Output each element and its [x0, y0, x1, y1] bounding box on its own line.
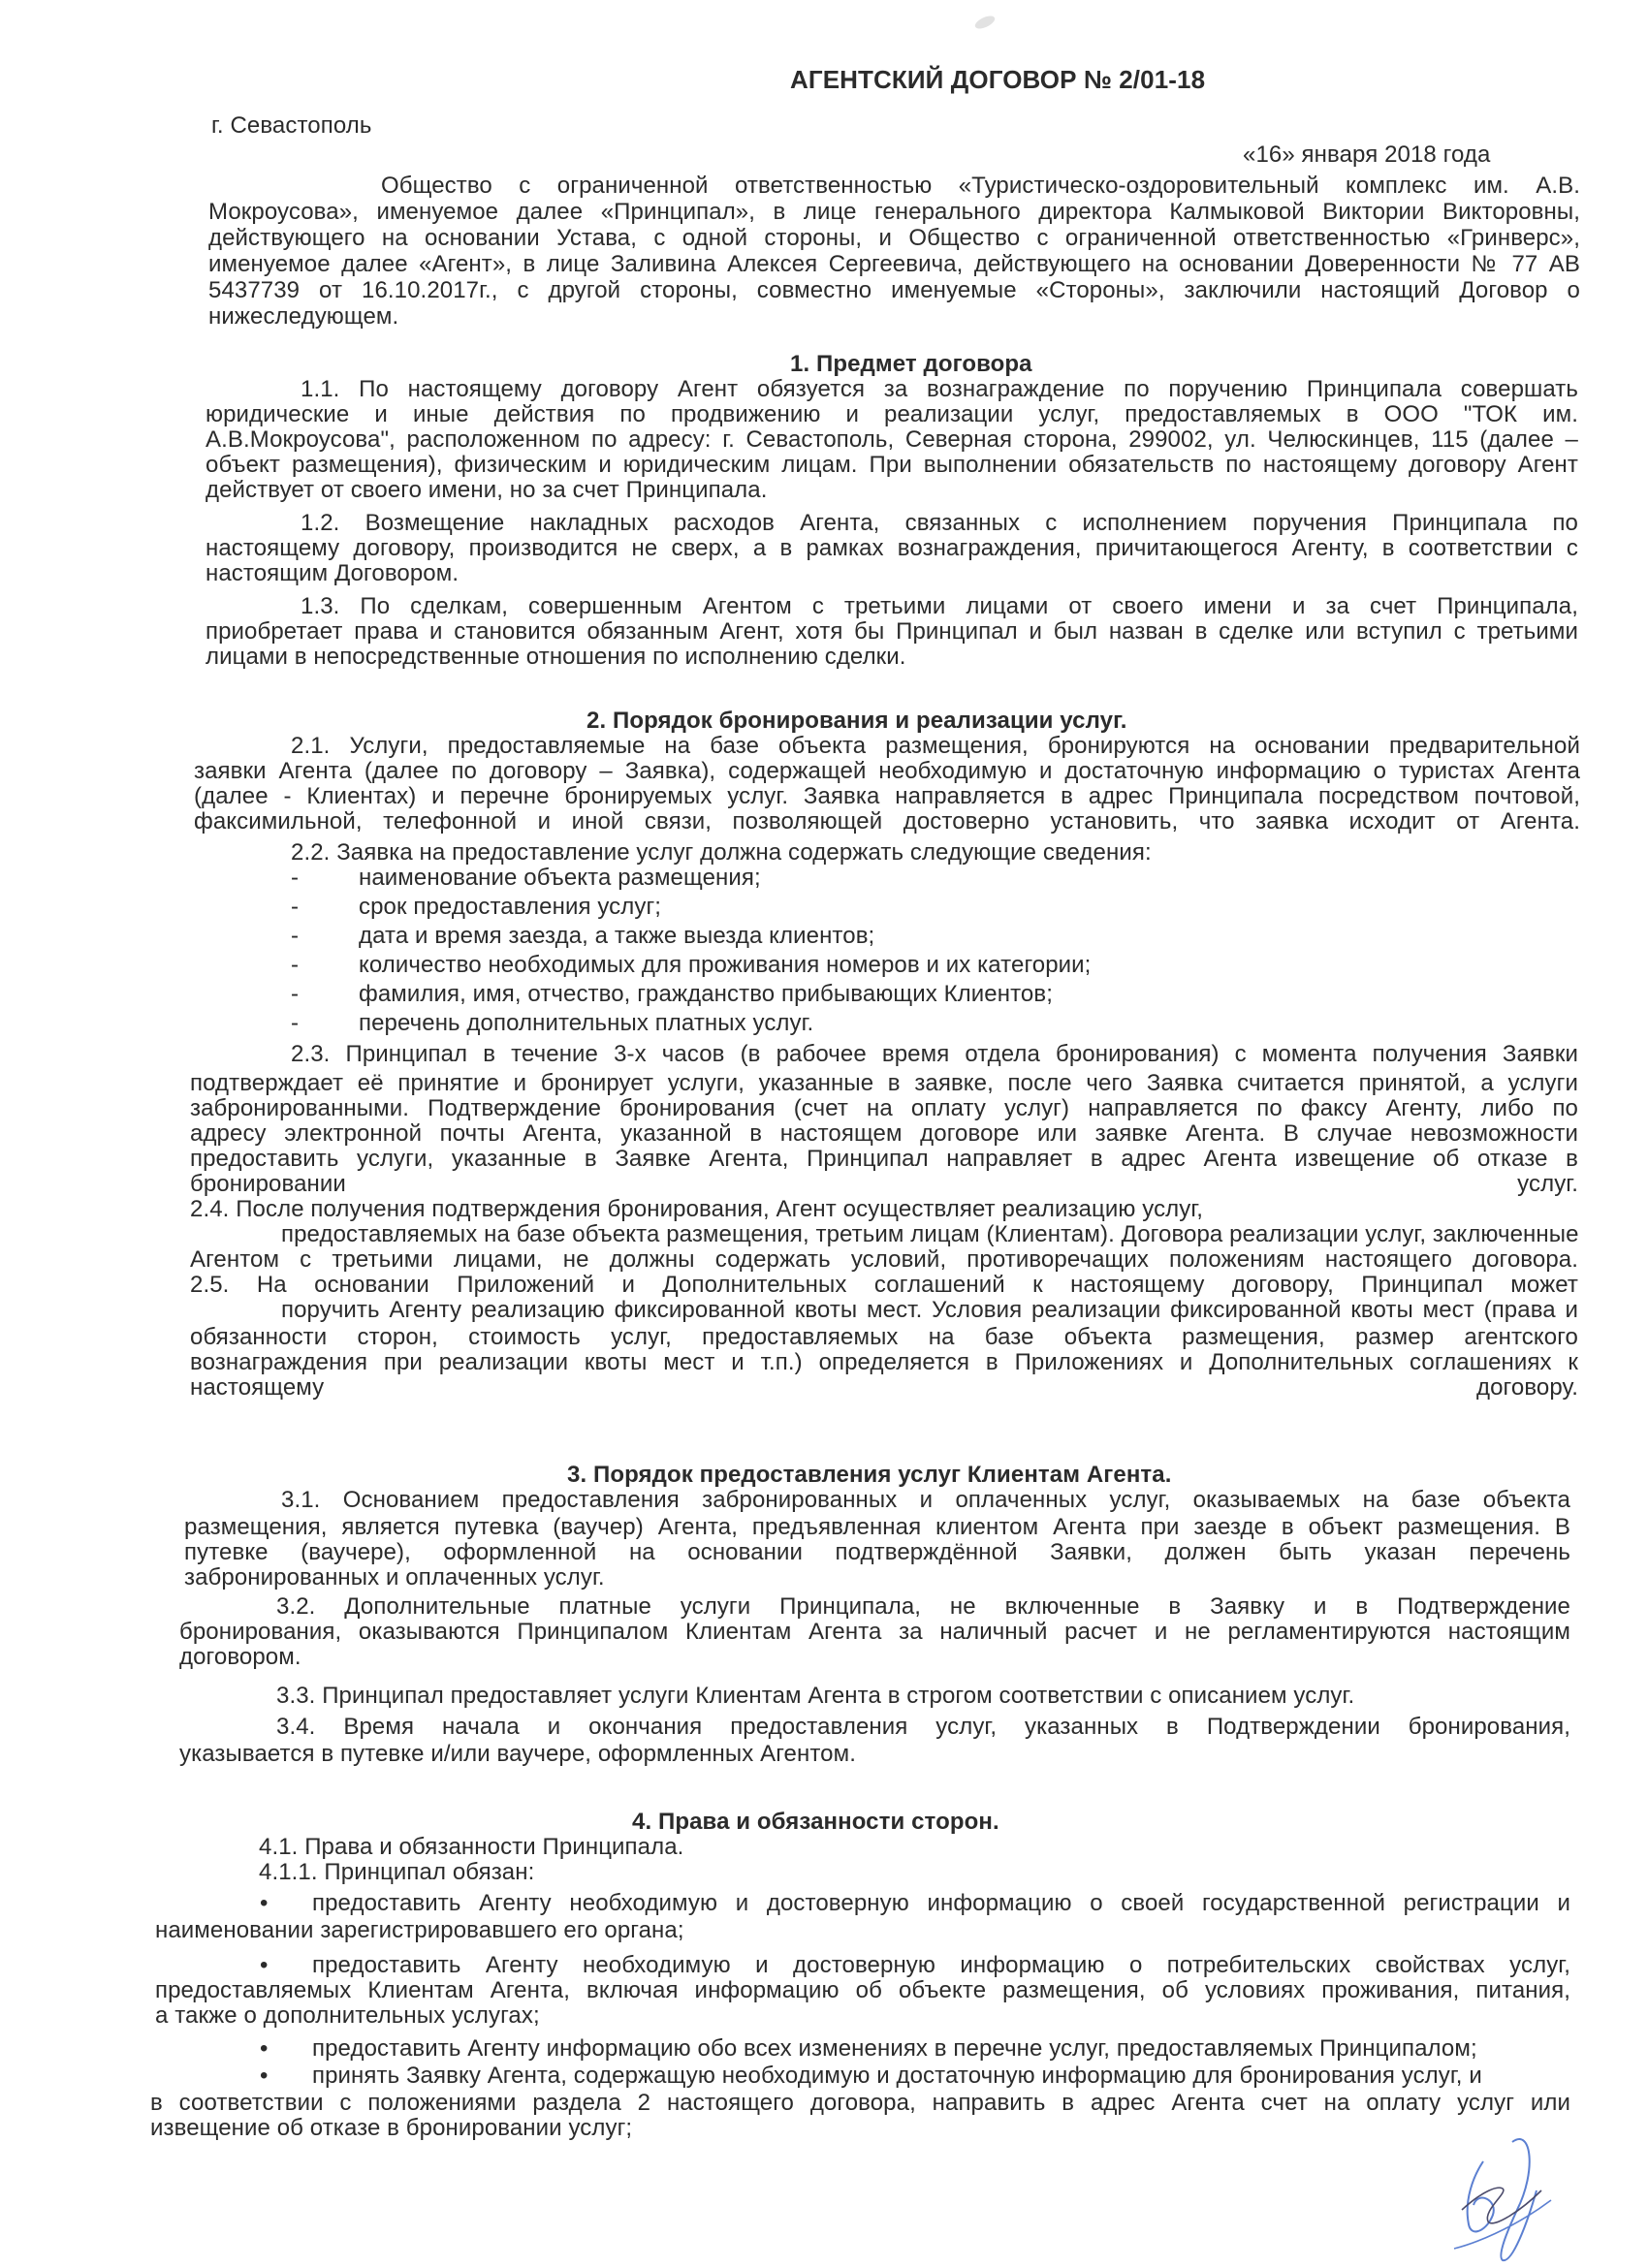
- section-line: 3.4. Время начала и окончания предоставления услуг, указанных в Подтверждении бронирования,: [276, 1714, 1570, 1740]
- section-line: 2.1. Услуги, предоставляемые на базе объекта размещения, бронируются на основании предварительной: [291, 733, 1580, 759]
- scan-speck: [973, 14, 997, 31]
- preamble-line: именуемое далее «Агент», в лице Заливина Алексея Сергеевича, действующего на основании Доверенности № 77 АВ: [208, 251, 1580, 277]
- section-line: а также о дополнительных услугах;: [155, 2002, 540, 2029]
- section-line: предоставляемых на базе объекта размещения, третьим лицам (Клиентам). Договора реализации услуг, заключенные: [281, 1221, 1579, 1247]
- bullet-icon: •: [260, 2035, 269, 2062]
- section-line: 1.2. Возмещение накладных расходов Агента, связанных с исполнением поручения Принципала по: [301, 510, 1578, 536]
- section-line: юридические и иные действия по продвижению и реализации услуг, предоставляемых в ООО "ТОК им.: [206, 401, 1578, 427]
- list-item: предоставить Агенту информацию обо всех изменениях в перечне услуг, предоставляемых Принципалом;: [312, 2035, 1477, 2062]
- contract-date: «16» января 2018 года: [1243, 142, 1491, 168]
- dash-bullet: -: [291, 981, 300, 1007]
- list-item: фамилия, имя, отчество, гражданство прибывающих Клиентов;: [359, 981, 1053, 1007]
- preamble-line: Общество с ограниченной ответственностью «Туристическо-оздоровительный комплекс им. А.В.: [381, 173, 1580, 199]
- section-line: поручить Агенту реализацию фиксированной квоты мест. Условия реализации фиксированной квоты мест (права и: [281, 1297, 1578, 1323]
- section-line: забронированными. Подтверждение бронирования (счет на оплату услуг) направляется по факсу Агенту, либо по: [190, 1095, 1578, 1121]
- section-line: заявки Агента (далее по договору – Заявка), содержащей необходимую и достаточную информацию о туристах Агента: [194, 758, 1580, 784]
- section-line: 4.1.1. Принципал обязан:: [259, 1859, 535, 1885]
- preamble-line: 5437739 от 16.10.2017г., с другой стороны, совместно именуемые «Стороны», заключили настоящий Договор о: [208, 277, 1580, 303]
- section-line: 2.3. Принципал в течение 3-х часов (в рабочее время отдела бронирования) с момента получения Заявки: [291, 1041, 1578, 1067]
- section-line: 2.2. Заявка на предоставление услуг должна содержать следующие сведения:: [291, 839, 1152, 866]
- bullet-icon: •: [260, 1952, 269, 1978]
- section-line: настоящим Договором.: [206, 560, 460, 586]
- section-line: факсимильной, телефонной и иной связи, позволяющей достоверно установить, что заявка исходит от Агента.: [194, 808, 1580, 835]
- dash-bullet: -: [291, 1010, 300, 1036]
- section-line: предоставить услуги, указанные в Заявке Агента, Принципал направляет в адрес Агента извещение об отказе в: [190, 1146, 1578, 1172]
- dash-bullet: -: [291, 923, 300, 949]
- section-line: А.В.Мокроусова", расположенном по адресу: г. Севастополь, Северная сторона, 299002, ул. Челюскинцев, 115 (далее –: [206, 426, 1578, 453]
- section-heading: 4. Права и обязанности сторон.: [632, 1809, 999, 1835]
- section-heading: 1. Предмет договора: [790, 351, 1032, 377]
- section-line: 1.1. По настоящему договору Агент обязуется за вознаграждение по поручению Принципала совершать: [301, 376, 1578, 402]
- section-line: 3.3. Принципал предоставляет услуги Клиентам Агента в строгом соответствии с описанием услуг.: [276, 1683, 1355, 1709]
- list-item: дата и время заезда, а также выезда клиентов;: [359, 923, 875, 949]
- section-line: настоящему договору.: [190, 1374, 1578, 1401]
- section-line: 3.1. Основанием предоставления забронированных и оплаченных услуг, оказываемых на базе объекта: [281, 1487, 1570, 1513]
- section-line: 4.1. Права и обязанности Принципала.: [259, 1834, 684, 1860]
- list-item: предоставить Агенту необходимую и достоверную информацию о своей государственной регистрации и: [312, 1890, 1570, 1916]
- section-line: размещения, является путевка (ваучер) Агента, предъявленная клиентом Агента при заезде в объект размещения. В: [184, 1514, 1570, 1540]
- section-line: 1.3. По сделкам, совершенным Агентом с третьими лицами от своего имени и за счет Принципала,: [301, 593, 1578, 619]
- section-line: извещение об отказе в бронировании услуг;: [150, 2115, 633, 2141]
- section-line: 3.2. Дополнительные платные услуги Принципала, не включенные в Заявку и в Подтверждение: [276, 1593, 1570, 1620]
- list-item: перечень дополнительных платных услуг.: [359, 1010, 814, 1036]
- section-line: забронированных и оплаченных услуг.: [184, 1564, 605, 1591]
- section-line: в соответствии с положениями раздела 2 настоящего договора, направить в адрес Агента счет на оплату услуг или: [150, 2090, 1570, 2116]
- section-line: бронирования, оказываются Принципалом Клиентам Агента за наличный расчет и не регламентируются настоящим: [179, 1619, 1570, 1645]
- list-item: количество необходимых для проживания номеров и их категории;: [359, 952, 1092, 978]
- city: г. Севастополь: [211, 112, 372, 139]
- section-line: (далее - Клиентах) и перечне бронируемых услуг. Заявка направляется в адрес Принципала посредством почтовой,: [194, 783, 1580, 809]
- section-line: настоящему договору, производится не сверх, а в рамках вознаграждения, причитающегося Агенту, в соответствии с: [206, 535, 1578, 561]
- section-line: вознаграждения при реализации квоты мест и т.п.) определяется в Приложениях и Дополнительных соглашениях к: [190, 1349, 1578, 1375]
- section-line: указывается в путевке и/или ваучере, оформленных Агентом.: [179, 1741, 856, 1767]
- section-line: действует от своего имени, но за счет Принципала.: [206, 477, 768, 503]
- section-line: адресу электронной почты Агента, указанной в настоящем договоре или заявке Агента. В случае невозможности: [190, 1120, 1578, 1147]
- section-line: путевке (ваучере), оформленной на основании подтверждённой Заявки, должен быть указан перечень: [184, 1539, 1570, 1565]
- section-line: приобретает права и становится обязанным Агент, хотя бы Принципал и был назван в сделке или вступил с третьими: [206, 618, 1578, 645]
- section-heading: 3. Порядок предоставления услуг Клиентам Агента.: [567, 1462, 1172, 1488]
- dash-bullet: -: [291, 865, 300, 891]
- section-heading: 2. Порядок бронирования и реализации услуг.: [586, 708, 1127, 734]
- signature-icon: [1444, 2132, 1600, 2268]
- preamble-line: Мокроусова», именуемое далее «Принципал», в лице генерального директора Калмыковой Виктории Викторовны,: [208, 199, 1580, 225]
- section-line: лицами в непосредственные отношения по исполнению сделки.: [206, 644, 906, 670]
- section-line: объект размещения), физическим и юридическим лицам. При выполнении обязательств по настоящему договору Агент: [206, 452, 1578, 478]
- list-item: предоставить Агенту необходимую и достоверную информацию о потребительских свойствах услуг,: [312, 1952, 1570, 1978]
- section-line: предоставляемых Клиентам Агента, включая информацию об объекте размещения, об условиях проживания, питания,: [155, 1977, 1570, 2003]
- section-line: 2.4. После получения подтверждения бронирования, Агент осуществляет реализацию услуг,: [190, 1196, 1204, 1222]
- dash-bullet: -: [291, 952, 300, 978]
- contract-title: АГЕНТСКИЙ ДОГОВОР № 2/01-18: [790, 65, 1206, 94]
- section-line: 2.5. На основании Приложений и Дополнительных соглашений к настоящему договору, Принципал может: [190, 1272, 1578, 1298]
- section-line: обязанности сторон, стоимость услуг, предоставляемых на базе объекта размещения, размер агентского: [190, 1324, 1578, 1350]
- list-item: принять Заявку Агента, содержащую необходимую и достаточную информацию для бронирования услуг, и: [312, 2063, 1482, 2089]
- bullet-icon: •: [260, 1890, 269, 1916]
- section-line: Агентом с третьими лицами, не должны содержать условий, противоречащих положениям настоящего договора.: [190, 1246, 1578, 1273]
- dash-bullet: -: [291, 894, 300, 920]
- section-line: подтверждает её принятие и бронирует услуги, указанные в заявке, после чего Заявка считается принятой, а услуги: [190, 1070, 1578, 1096]
- preamble-line: действующего на основании Устава, с одной стороны, и Общество с ограниченной ответственностью «Гринверс»,: [208, 225, 1580, 251]
- section-line: бронировании услуг.: [190, 1171, 1578, 1197]
- preamble-line: нижеследующем.: [208, 303, 399, 330]
- list-item: срок предоставления услуг;: [359, 894, 662, 920]
- section-line: договором.: [179, 1644, 301, 1670]
- section-line: наименовании зарегистрировавшего его органа;: [155, 1917, 684, 1943]
- bullet-icon: •: [260, 2063, 269, 2089]
- list-item: наименование объекта размещения;: [359, 865, 761, 891]
